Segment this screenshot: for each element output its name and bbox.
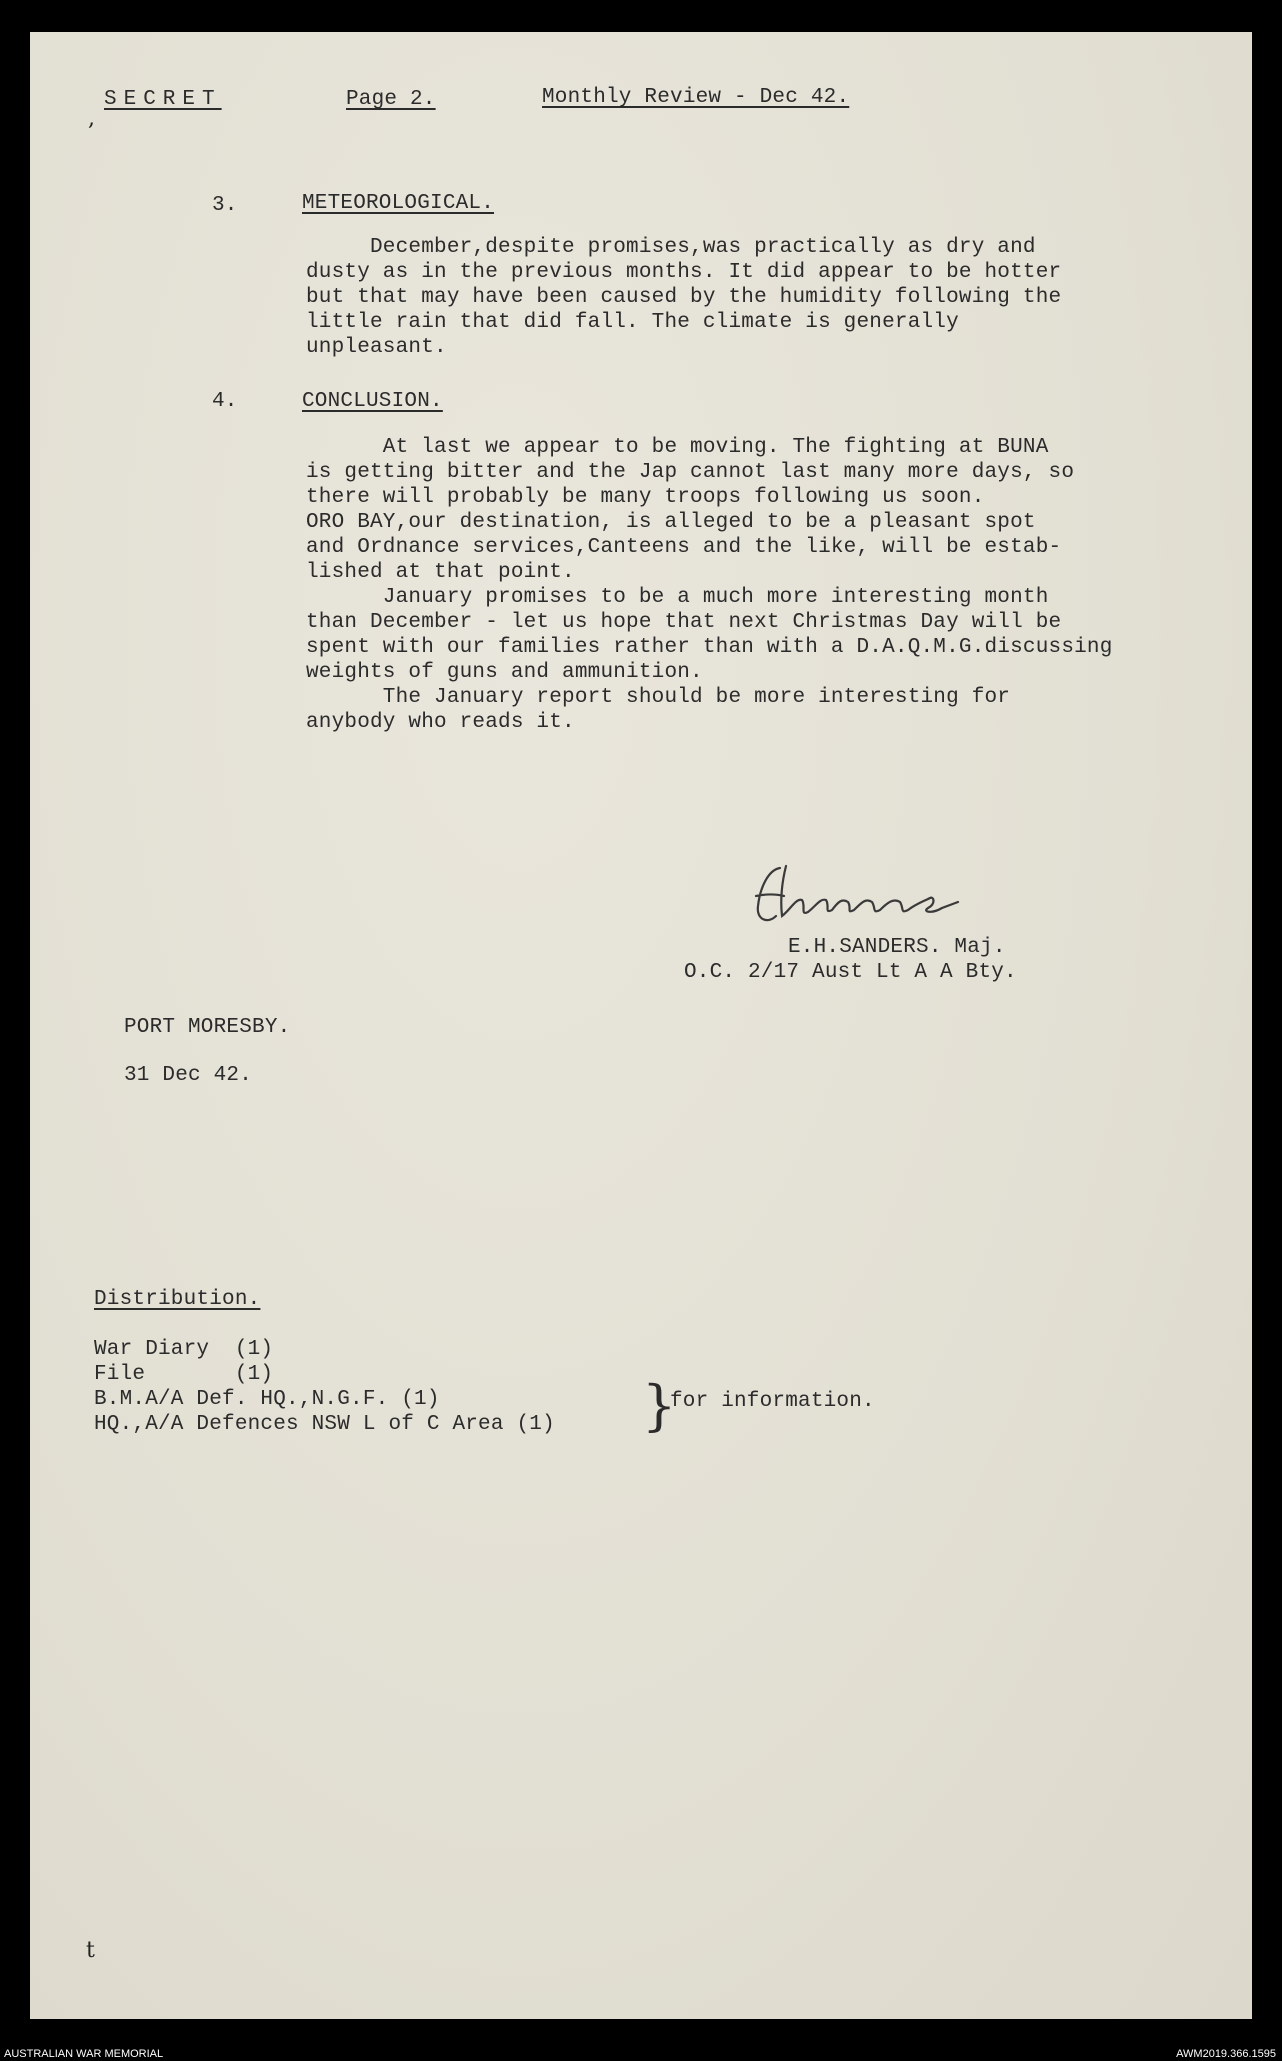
distribution-item: HQ.,A/A Defences NSW L of C Area (1) <box>94 1413 555 1436</box>
section-4-line: ORO BAY,our destination, is alleged to be a pleasant spot <box>306 511 1036 534</box>
footer-accession-number: AWM2019.366.1595 <box>1176 2048 1276 2060</box>
section-4-line: January promises to be a much more interesting month <box>306 586 1049 609</box>
section-4-line: there will probably be many troops following us soon. <box>306 486 985 509</box>
date: 31 Dec 42. <box>124 1064 253 1087</box>
section-4-line: is getting bitter and the Jap cannot last many more days, so <box>306 461 1075 484</box>
ink-mark: t <box>86 1938 95 1963</box>
section-3-heading: METEOROLOGICAL. <box>302 192 495 215</box>
section-4-line: anybody who reads it. <box>306 711 575 734</box>
place: PORT MORESBY. <box>124 1016 291 1039</box>
signatory-name: E.H.SANDERS. Maj. <box>788 936 1006 959</box>
section-4-heading: CONCLUSION. <box>302 390 443 413</box>
section-4-line: spent with our families rather than with a D.A.Q.M.G.discussing <box>306 636 1113 659</box>
section-4-line: lished at that point. <box>306 561 575 584</box>
section-4-line: weights of guns and ammunition. <box>306 661 703 684</box>
header-title: Monthly Review - Dec 42. <box>542 86 850 109</box>
header-secret: SECRET <box>104 88 222 111</box>
section-4-line: than December - let us hope that next Christmas Day will be <box>306 611 1062 634</box>
section-4-line: The January report should be more interesting for <box>306 686 1011 709</box>
section-4-number: 4. <box>212 390 238 413</box>
distribution-heading: Distribution. <box>94 1288 261 1311</box>
distribution-item: B.M.A/A Def. HQ.,N.G.F. (1) <box>94 1388 440 1411</box>
section-3-number: 3. <box>212 194 238 217</box>
footer-source: AUSTRALIAN WAR MEMORIAL <box>4 2048 164 2060</box>
section-3-line: little rain that did fall. The climate is generally <box>306 311 959 334</box>
signatory-unit: O.C. 2/17 Aust Lt A A Bty. <box>684 961 1017 984</box>
header-page-number: Page 2. <box>346 88 436 111</box>
handwritten-signature <box>746 858 966 938</box>
distribution-item: War Diary (1) <box>94 1338 274 1361</box>
section-3-line: unpleasant. <box>306 336 447 359</box>
section-3-line: but that may have been caused by the humidity following the <box>306 286 1062 309</box>
brace-icon: } <box>642 1374 677 1437</box>
section-3-line: dusty as in the previous months. It did appear to be hotter <box>306 261 1062 284</box>
distribution-item: File (1) <box>94 1363 274 1386</box>
section-4-line: and Ordnance services,Canteens and the like, will be estab- <box>306 536 1062 559</box>
ink-mark: , <box>88 106 95 131</box>
distribution-note: for information. <box>670 1390 875 1413</box>
section-3-line: December,despite promises,was practically as dry and <box>306 236 1036 259</box>
section-4-line: At last we appear to be moving. The fighting at BUNA <box>306 436 1049 459</box>
